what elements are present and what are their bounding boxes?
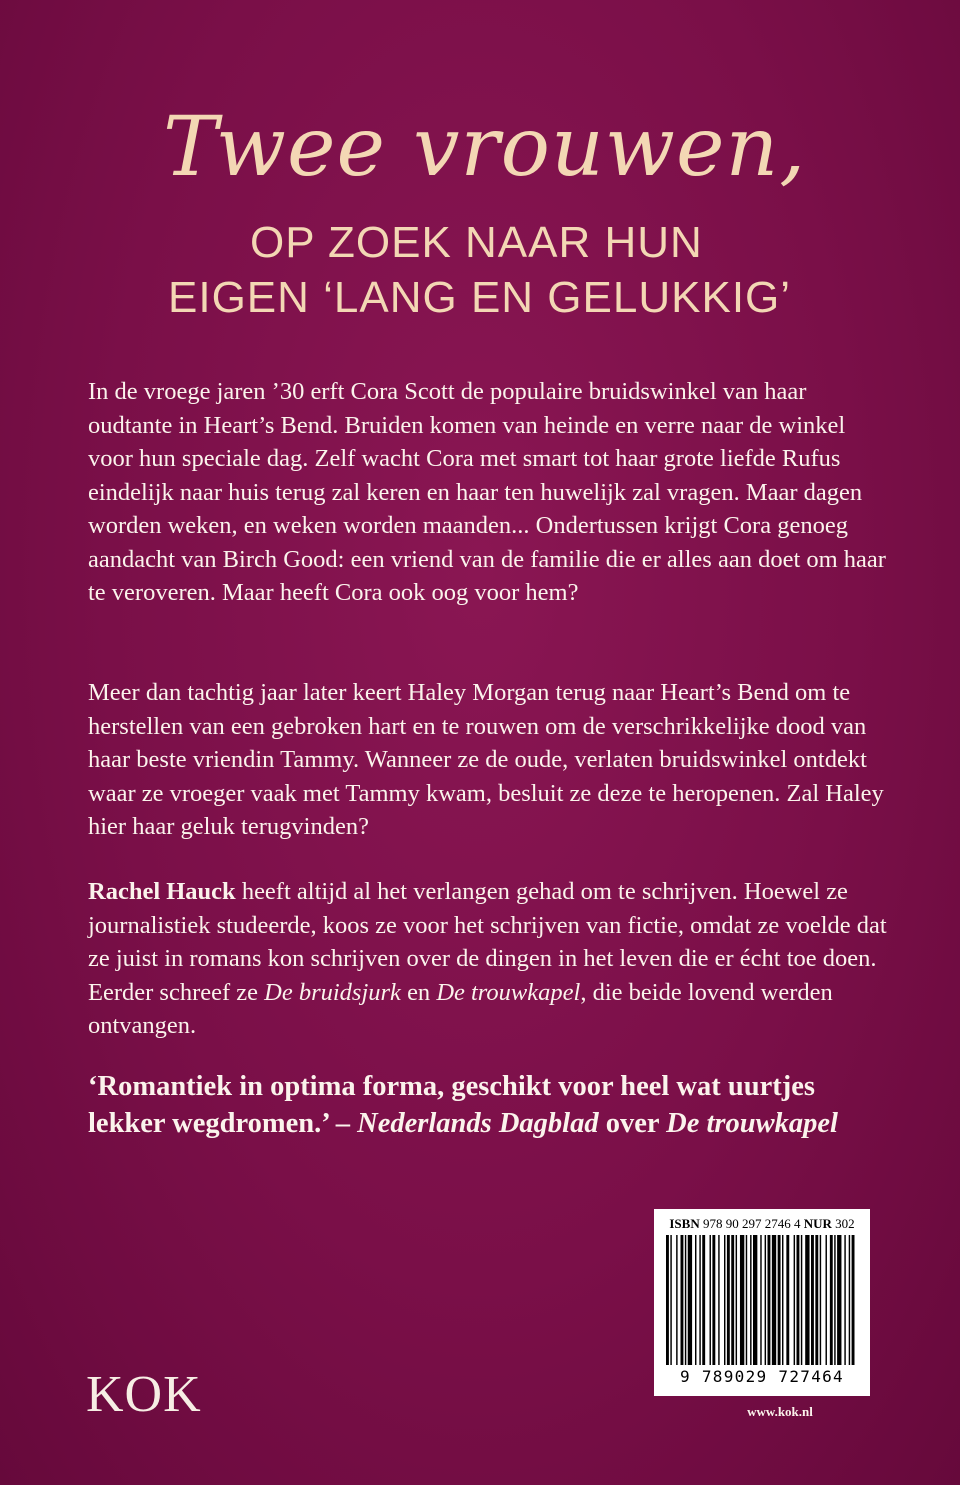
- blurb-paragraph-1: In de vroege jaren ’30 erft Cora Scott de populaire bruidswinkel van haar oudtante in Heart’s Bend. Bruiden komen van heinde en verre naar de winkel voor hun speciale dag. Zelf wacht Cora met smart tot haar grote liefde Rufus eindelijk naar huis terug zal keren en haar ten huwelijk zal vragen. Maar dagen worden weken, en weken worden maanden... Ondertussen krijgt Cora genoeg aandacht van Birch Good: een vriend van de familie die er alles aan doet om haar te veroveren. Maar heeft Cora ook oog voor hem?: [88, 378, 886, 606]
- publisher-logo: KOK: [86, 1366, 202, 1423]
- quote-source: Nederlands Dagblad: [357, 1108, 599, 1139]
- barcode-box: [654, 1209, 870, 1396]
- book-title-1: De bruidsjurk: [264, 978, 401, 1006]
- isbn-line: [654, 1216, 870, 1232]
- book-title-2: De trouwkapel: [436, 978, 581, 1006]
- blurb-paragraph-2: Meer dan tachtig jaar later keert Haley Morgan terug naar Heart’s Bend om te herstellen van een gebroken hart en te rouwen om de verschrikkelijke dood van haar beste vriendin Tammy. Wanneer ze de oude, verlaten bruidswinkel ontdekt waar ze vroeger vaak met Tammy kwam, besluit ze deze te heropenen. Zal Haley hier haar geluk terugvinden?: [88, 679, 884, 840]
- author-bio-and: en: [400, 978, 437, 1006]
- author-name: Rachel Hauck: [88, 878, 236, 905]
- review-quote: [88, 1068, 888, 1142]
- headline-line-2: EIGEN ‘LANG EN GELUKKIG’: [168, 273, 792, 322]
- nur-label: NUR: [803, 1216, 832, 1231]
- publisher-website: www.kok.nl: [747, 1404, 813, 1419]
- quote-book: De trouwkapel: [666, 1108, 838, 1139]
- nur-number: 302: [835, 1216, 855, 1231]
- author-bio: [88, 875, 888, 1043]
- barcode-icon: [666, 1235, 858, 1369]
- author-bio-text-1: heeft altijd al het verlangen gehad om te schrijven. Hoewel ze journalistiek studeerde, koos ze voor het schrijven van fictie, omdat ze voelde dat ze juist in romans kon schrijven over de dingen in het leven die er écht toe doen. Eerder schreef ze: [88, 878, 887, 1006]
- author-bio-text-2: , die beide lovend werden ontvangen.: [88, 978, 833, 1039]
- headline-line-1: OP ZOEK NAAR HUN: [250, 218, 703, 267]
- quote-text: ‘Romantiek in optima forma, geschikt voor heel wat uurtjes lekker wegdromen.’ –: [88, 1071, 815, 1139]
- barcode-digits: 9 789029 727464: [680, 1367, 844, 1386]
- quote-over: over: [598, 1108, 667, 1139]
- isbn-number: 978 90 297 2746 4: [702, 1216, 801, 1231]
- isbn-label: ISBN: [669, 1216, 700, 1231]
- headline-script: Twee vrouwen,: [163, 100, 807, 195]
